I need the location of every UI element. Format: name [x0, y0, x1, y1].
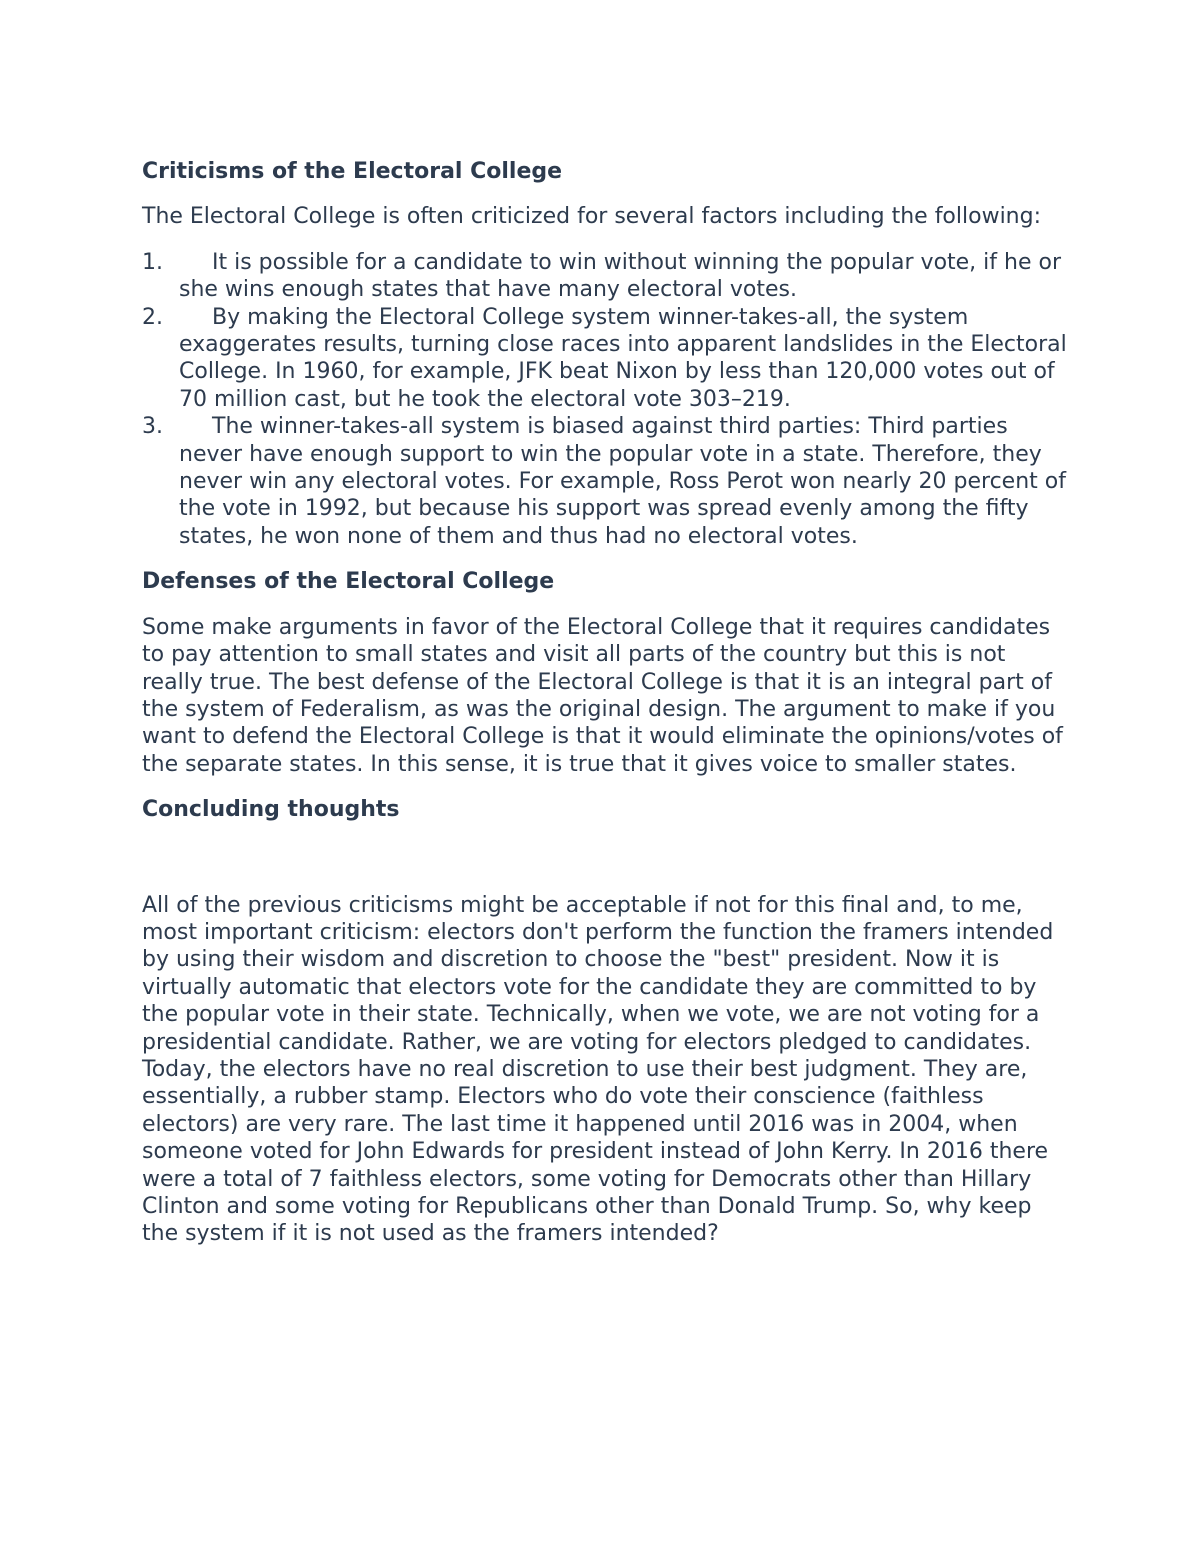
- criticisms-list: [142, 249, 1067, 550]
- list-item: [142, 304, 1067, 414]
- list-item-number: 1.: [142, 249, 163, 275]
- defenses-heading: Defenses of the Electoral College: [142, 569, 555, 595]
- defenses-body: Some make arguments in favor of the Electoral College that it requires candidates to pay attention to small states and visit all parts of the country but this is not really true. The best defense of the Electoral College is that it is an integral part of the system of Federalism, as was the original design. The argument to make if you want to defend the Electoral College is that it would eliminate the opinions/votes of the separate states. In this sense, it is true that it gives voice to smaller states.: [142, 614, 1063, 777]
- list-item-text: It is possible for a candidate to win without winning the popular vote, if he or she wins enough states that have many electoral votes.: [179, 249, 1061, 303]
- concluding-body: All of the previous criticisms might be acceptable if not for this final and, to me, most important criticism: electors don't perform the function the framers intended by using their wisdom and discretion to choose the "best" president. Now it is virtually automatic that electors vote for the candidate they are committed to by the popular vote in their state. Technically, when we vote, we are not voting for a presidential candidate. Rather, we are voting for electors pledged to candidates. Today, the electors have no real discretion to use their best judgment. They are, essentially, a rubber stamp. Electors who do vote their conscience (faithless electors) are very rare. The last time it happened until 2016 was in 2004, when someone voted for John Edwards for president instead of John Kerry. In 2016 there were a total of 7 faithless electors, some voting for Democrats other than Hillary Clinton and some voting for Republicans other than Donald Trump. So, why keep the system if it is not used as the framers intended?: [142, 892, 1054, 1247]
- list-item-number: 3.: [142, 414, 163, 440]
- concluding-heading: Concluding thoughts: [142, 797, 400, 823]
- list-item: [142, 249, 1067, 304]
- list-item-text: The winner-takes-all system is biased against third parties: Third parties never have enough support to win the popular vote in a state. Therefore, they never win any electoral votes. For example, Ross Perot won nearly 20 percent of the vote in 1992, but because his support was spread evenly among the fifty states, he won none of them and thus had no electoral votes.: [179, 414, 1066, 549]
- blank-paragraph: [142, 842, 1067, 892]
- list-item-number: 2.: [142, 304, 163, 330]
- criticisms-heading: Criticisms of the Electoral College: [142, 159, 563, 184]
- list-item: [142, 413, 1067, 550]
- document-page: [142, 158, 1067, 1266]
- list-item-text: By making the Electoral College system winner-takes-all, the system exaggerates results, turning close races into apparent landslides in the Electoral College. In 1960, for example, JFK beat Nixon by less than 120,000 votes out of 70 million cast, but he took the electoral vote 303–219.: [179, 304, 1067, 412]
- criticisms-intro: The Electoral College is often criticized for several factors including the following:: [142, 204, 1042, 230]
